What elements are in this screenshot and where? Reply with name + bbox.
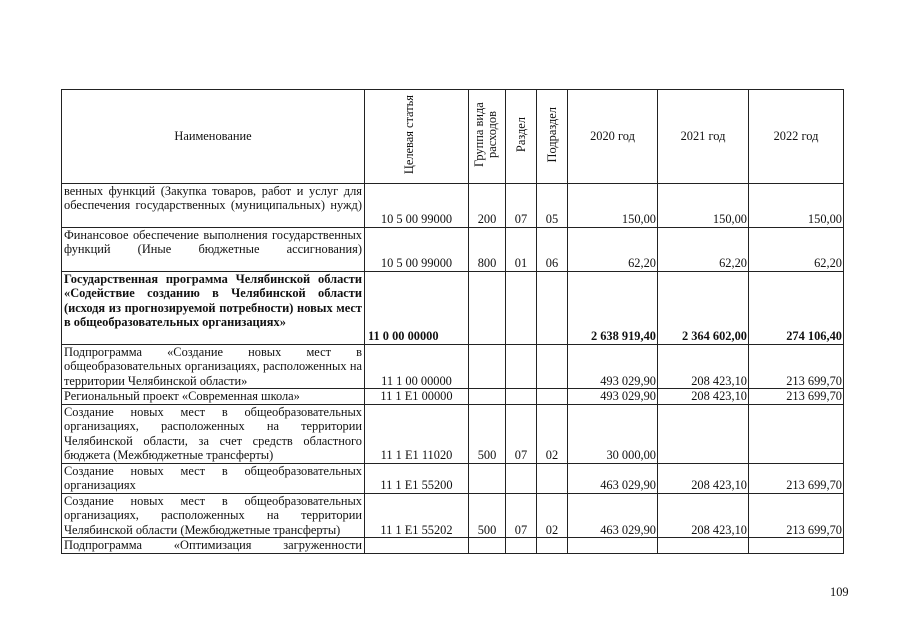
row-subsection: 06 [537, 227, 568, 271]
row-2022: 213 699,70 [749, 493, 844, 538]
row-group [469, 463, 506, 493]
table-row [62, 271, 844, 344]
row-code: 11 1 E1 55200 [365, 463, 469, 493]
table-row [62, 344, 844, 389]
row-2020: 30 000,00 [568, 404, 658, 463]
row-code: 11 1 E1 11020 [365, 404, 469, 463]
row-2021: 208 423,10 [658, 344, 749, 389]
row-2022: 150,00 [749, 183, 844, 227]
row-name: Подпрограмма «Оптимизация загруженности [62, 538, 365, 554]
row-section [506, 344, 537, 389]
row-2020: 493 029,90 [568, 344, 658, 389]
row-group: 200 [469, 183, 506, 227]
row-code: 11 1 00 00000 [365, 344, 469, 389]
row-2022 [749, 538, 844, 554]
table-row [62, 183, 844, 227]
row-group: 800 [469, 227, 506, 271]
row-section [506, 271, 537, 344]
row-code: 10 5 00 99000 [365, 227, 469, 271]
row-subsection: 02 [537, 404, 568, 463]
row-code [365, 538, 469, 554]
row-section: 01 [506, 227, 537, 271]
row-2020: 463 029,90 [568, 463, 658, 493]
row-group [469, 344, 506, 389]
header-target-article: Целевая статья [365, 90, 469, 184]
row-2022: 213 699,70 [749, 344, 844, 389]
table-row [62, 463, 844, 493]
row-name: Региональный проект «Современная школа» [62, 389, 365, 405]
table-row [62, 404, 844, 463]
header-expense-group: Группа вида расходов [469, 90, 506, 184]
row-subsection [537, 344, 568, 389]
row-name: венных функций (Закупка товаров, работ и услуг для обеспечения государственных (муниципальных) нужд) [62, 183, 365, 227]
row-2021: 150,00 [658, 183, 749, 227]
header-section: Раздел [506, 90, 537, 184]
row-section: 07 [506, 493, 537, 538]
row-subsection [537, 463, 568, 493]
row-section [506, 389, 537, 405]
row-section [506, 538, 537, 554]
row-code: 11 1 E1 00000 [365, 389, 469, 405]
row-group [469, 389, 506, 405]
row-2020: 62,20 [568, 227, 658, 271]
row-subsection: 05 [537, 183, 568, 227]
table-header-row [62, 90, 844, 184]
row-2022: 62,20 [749, 227, 844, 271]
row-name: Подпрограмма «Создание новых мест в общеобразовательных организациях, расположенных на территории Челябинской области» [62, 344, 365, 389]
row-2020: 463 029,90 [568, 493, 658, 538]
row-group [469, 271, 506, 344]
budget-table [61, 89, 844, 554]
row-group [469, 538, 506, 554]
row-name: Государственная программа Челябинской области «Содействие созданию в Челябинской области (исходя из прогнозируемой потребности) новых мест в общеобразовательных организациях» [62, 271, 365, 344]
page-number: 109 [830, 585, 849, 599]
row-section: 07 [506, 404, 537, 463]
header-2022: 2022 год [749, 90, 844, 184]
row-subsection [537, 389, 568, 405]
table-row [62, 538, 844, 554]
row-code: 11 1 E1 55202 [365, 493, 469, 538]
header-name: Наименование [62, 90, 365, 184]
row-subsection [537, 271, 568, 344]
row-code: 11 0 00 00000 [365, 271, 469, 344]
row-2022: 213 699,70 [749, 389, 844, 405]
row-2021: 208 423,10 [658, 463, 749, 493]
row-subsection [537, 538, 568, 554]
row-code: 10 5 00 99000 [365, 183, 469, 227]
row-2021 [658, 404, 749, 463]
header-subsection: Подраздел [537, 90, 568, 184]
row-2021: 208 423,10 [658, 493, 749, 538]
row-group: 500 [469, 404, 506, 463]
row-2020: 150,00 [568, 183, 658, 227]
row-subsection: 02 [537, 493, 568, 538]
table-row [62, 227, 844, 271]
table-row [62, 493, 844, 538]
row-name: Создание новых мест в общеобразовательных организациях, расположенных на территории Челябинской области (Межбюджетные трансферты) [62, 493, 365, 538]
row-2021: 2 364 602,00 [658, 271, 749, 344]
row-2021: 62,20 [658, 227, 749, 271]
row-section [506, 463, 537, 493]
row-2020: 2 638 919,40 [568, 271, 658, 344]
row-name: Создание новых мест в общеобразовательных организациях [62, 463, 365, 493]
row-section: 07 [506, 183, 537, 227]
row-2021 [658, 538, 749, 554]
row-name: Создание новых мест в общеобразовательных организациях, расположенных на территории Челябинской области, за счет средств областного бюджета (Межбюджетные трансферты) [62, 404, 365, 463]
row-2022: 274 106,40 [749, 271, 844, 344]
table-row [62, 389, 844, 405]
row-2022 [749, 404, 844, 463]
row-2022: 213 699,70 [749, 463, 844, 493]
header-2020: 2020 год [568, 90, 658, 184]
header-2021: 2021 год [658, 90, 749, 184]
row-name: Финансовое обеспечение выполнения государственных функций (Иные бюджетные ассигнования) [62, 227, 365, 271]
row-2021: 208 423,10 [658, 389, 749, 405]
row-2020 [568, 538, 658, 554]
row-group: 500 [469, 493, 506, 538]
row-2020: 493 029,90 [568, 389, 658, 405]
